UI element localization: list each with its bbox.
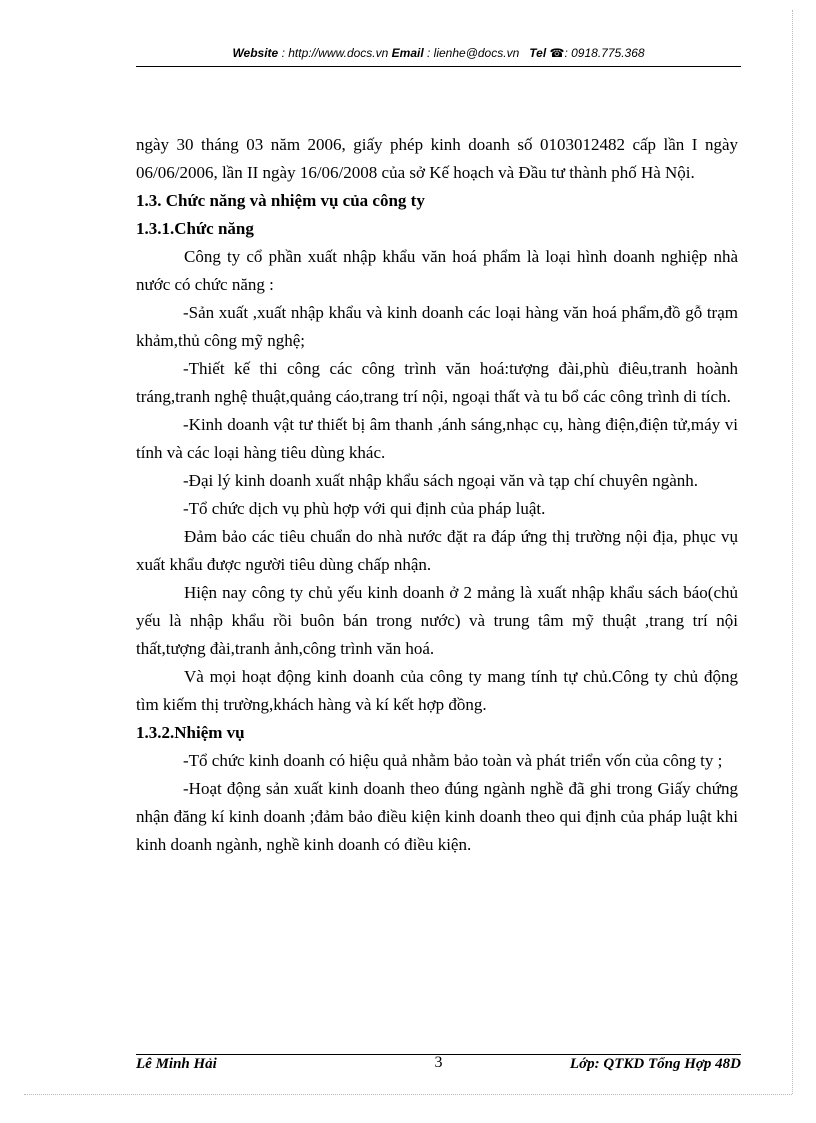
paragraph-standards: Đảm bảo các tiêu chuẩn do nhà nước đặt ra đáp ứng thị trường nội địa, phục vụ xuất khẩu được người tiêu dùng chấp nhận.	[136, 527, 738, 574]
list-item: -Kinh doanh vật tư thiết bị âm thanh ,ánh sáng,nhạc cụ, hàng điện,điện tử,máy vi tính và các loại hàng tiêu dùng khác.	[136, 415, 738, 462]
heading-section-1-3-2: 1.3.2.Nhiệm vụ	[136, 723, 245, 742]
header-divider	[136, 66, 741, 67]
page-footer	[136, 1056, 741, 1078]
paragraph-company-type: Công ty cổ phần xuất nhập khẩu văn hoá phẩm là loại hình doanh nghiệp nhà nước có chức năng :	[136, 247, 738, 294]
list-item: -Thiết kế thi công các công trình văn hoá:tượng đài,phù điêu,tranh hoành tráng,tranh nghệ thuật,quảng cáo,trang trí nội, ngoại thất và tu bổ các công trình di tích.	[136, 359, 738, 406]
page-number: 3	[434, 1054, 443, 1071]
tel-label: Tel	[529, 46, 547, 60]
paragraph-autonomy: Và mọi hoạt động kinh doanh của công ty mang tính tự chủ.Công ty chủ động tìm kiếm thị trường,khách hàng và kí kết hợp đồng.	[136, 667, 738, 714]
website-url[interactable]: http://www.docs.vn	[288, 46, 389, 60]
email-value[interactable]: lienhe@docs.vn	[433, 46, 520, 60]
page-header	[136, 46, 741, 60]
list-item: -Tổ chức dịch vụ phù hợp với qui định của pháp luật.	[183, 499, 546, 518]
paragraph-license: ngày 30 tháng 03 năm 2006, giấy phép kinh doanh số 0103012482 cấp lần I ngày 06/06/2006, lần II ngày 16/06/2008 của sở Kế hoạch và Đầu tư thành phố Hà Nội.	[136, 135, 738, 182]
phone-icon: ☎	[549, 46, 565, 60]
list-item: -Hoạt động sản xuất kinh doanh theo đúng ngành nghề đã ghi trong Giấy chứng nhận đăng kí kinh doanh ;đảm bảo điều kiện kinh doanh theo qui định của pháp luật khi kinh doanh ngành, nghề kinh doanh có điều kiện.	[136, 779, 738, 854]
heading-section-1-3-1: 1.3.1.Chức năng	[136, 219, 254, 238]
footer-author: Lê Minh Hải	[136, 1056, 217, 1072]
email-label: Email	[391, 46, 424, 60]
footer-class: Lớp: QTKD Tổng Hợp 48D	[569, 1056, 741, 1072]
email-separator: :	[423, 46, 434, 60]
list-item: -Đại lý kinh doanh xuất nhập khẩu sách ngoại văn và tạp chí chuyên ngành.	[183, 471, 699, 490]
heading-section-1-3: 1.3. Chức năng và nhiệm vụ của công ty	[136, 191, 425, 210]
paragraph-current-business: Hiện nay công ty chủ yếu kinh doanh ở 2 mảng là xuất nhập khẩu sách báo(chủ yếu là nhập khẩu rồi buôn bán trong nước) và trung tâm mỹ thuật ,trang trí nội thất,tượng đài,tranh ảnh,công trình văn hoá.	[136, 583, 738, 658]
website-label: Website	[232, 46, 279, 60]
document-body	[136, 131, 738, 859]
tel-value: : 0918.775.368	[564, 46, 645, 60]
website-separator: :	[278, 46, 289, 60]
list-item: -Tổ chức kinh doanh có hiệu quả nhằm bảo toàn và phát triển vốn của công ty ;	[183, 751, 723, 770]
list-item: -Sản xuất ,xuất nhập khẩu và kinh doanh các loại hàng văn hoá phẩm,đồ gỗ trạm khảm,thủ công mỹ nghệ;	[136, 303, 738, 350]
page-border-right	[792, 10, 793, 1094]
page-border-bottom	[24, 1094, 792, 1095]
